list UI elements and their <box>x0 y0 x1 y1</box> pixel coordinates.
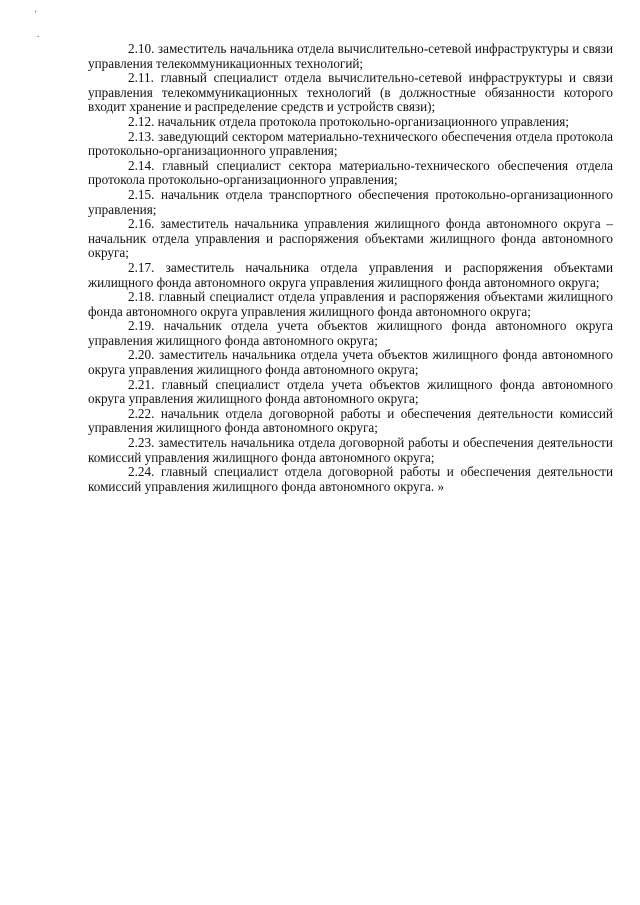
list-item: 2.18. главный специалист отдела управления и распоряжения объектами жилищного фонда автономного округа управления жилищного фонда автономного округа; <box>88 289 613 319</box>
list-item: 2.13. заведующий сектором материально-технического обеспечения отдела протокола протокольно-организационного управления; <box>88 128 613 159</box>
list-item: 2.16. заместитель начальника управления жилищного фонда автономного округа – начальник отдела управления и распоряжения объектами жилищного фонда автономного округа; <box>88 216 613 261</box>
list-item: 2.23. заместитель начальника отдела договорной работы и обеспечения деятельности комиссий управления жилищного фонда автономного округа; <box>88 435 613 465</box>
scan-mark: ' <box>35 9 37 19</box>
list-item: 2.17. заместитель начальника отдела управления и распоряжения объектами жилищного фонда автономного округа управления жилищного фонда автономного округа; <box>88 259 613 290</box>
document-body <box>88 42 613 494</box>
list-item: 2.11. главный специалист отдела вычислительно-сетевой инфраструктуры и связи управления телекоммуникационных технологий (в должностные обязанности которого входит хранение и распределение средств и устройств связи); <box>88 70 613 115</box>
list-item: 2.24. главный специалист отдела договорной работы и обеспечения деятельности комиссий управления жилищного фонда автономного округа. » <box>88 464 613 494</box>
list-item: 2.14. главный специалист сектора материально-технического обеспечения отдела протокола протокольно-организационного управления; <box>88 157 613 188</box>
list-item: 2.15. начальник отдела транспортного обеспечения протокольно-организационного управления; <box>88 186 613 217</box>
list-item: 2.20. заместитель начальника отдела учета объектов жилищного фонда автономного округа управления жилищного фонда автономного округа; <box>88 347 613 378</box>
list-item: 2.12. начальник отдела протокола протокольно-организационного управления; <box>128 113 570 129</box>
list-item: 2.19. начальник отдела учета объектов жилищного фонда автономного округа управления жилищного фонда автономного округа; <box>88 318 613 348</box>
list-item: 2.22. начальник отдела договорной работы и обеспечения деятельности комиссий управления жилищного фонда автономного округа; <box>88 405 613 436</box>
list-item: 2.10. заместитель начальника отдела вычислительно-сетевой инфраструктуры и связи управления телекоммуникационных технологий; <box>88 41 613 71</box>
list-item: 2.21. главный специалист отдела учета объектов жилищного фонда автономного округа управления жилищного фонда автономного округа; <box>88 376 613 407</box>
scan-mark: . <box>37 29 40 39</box>
